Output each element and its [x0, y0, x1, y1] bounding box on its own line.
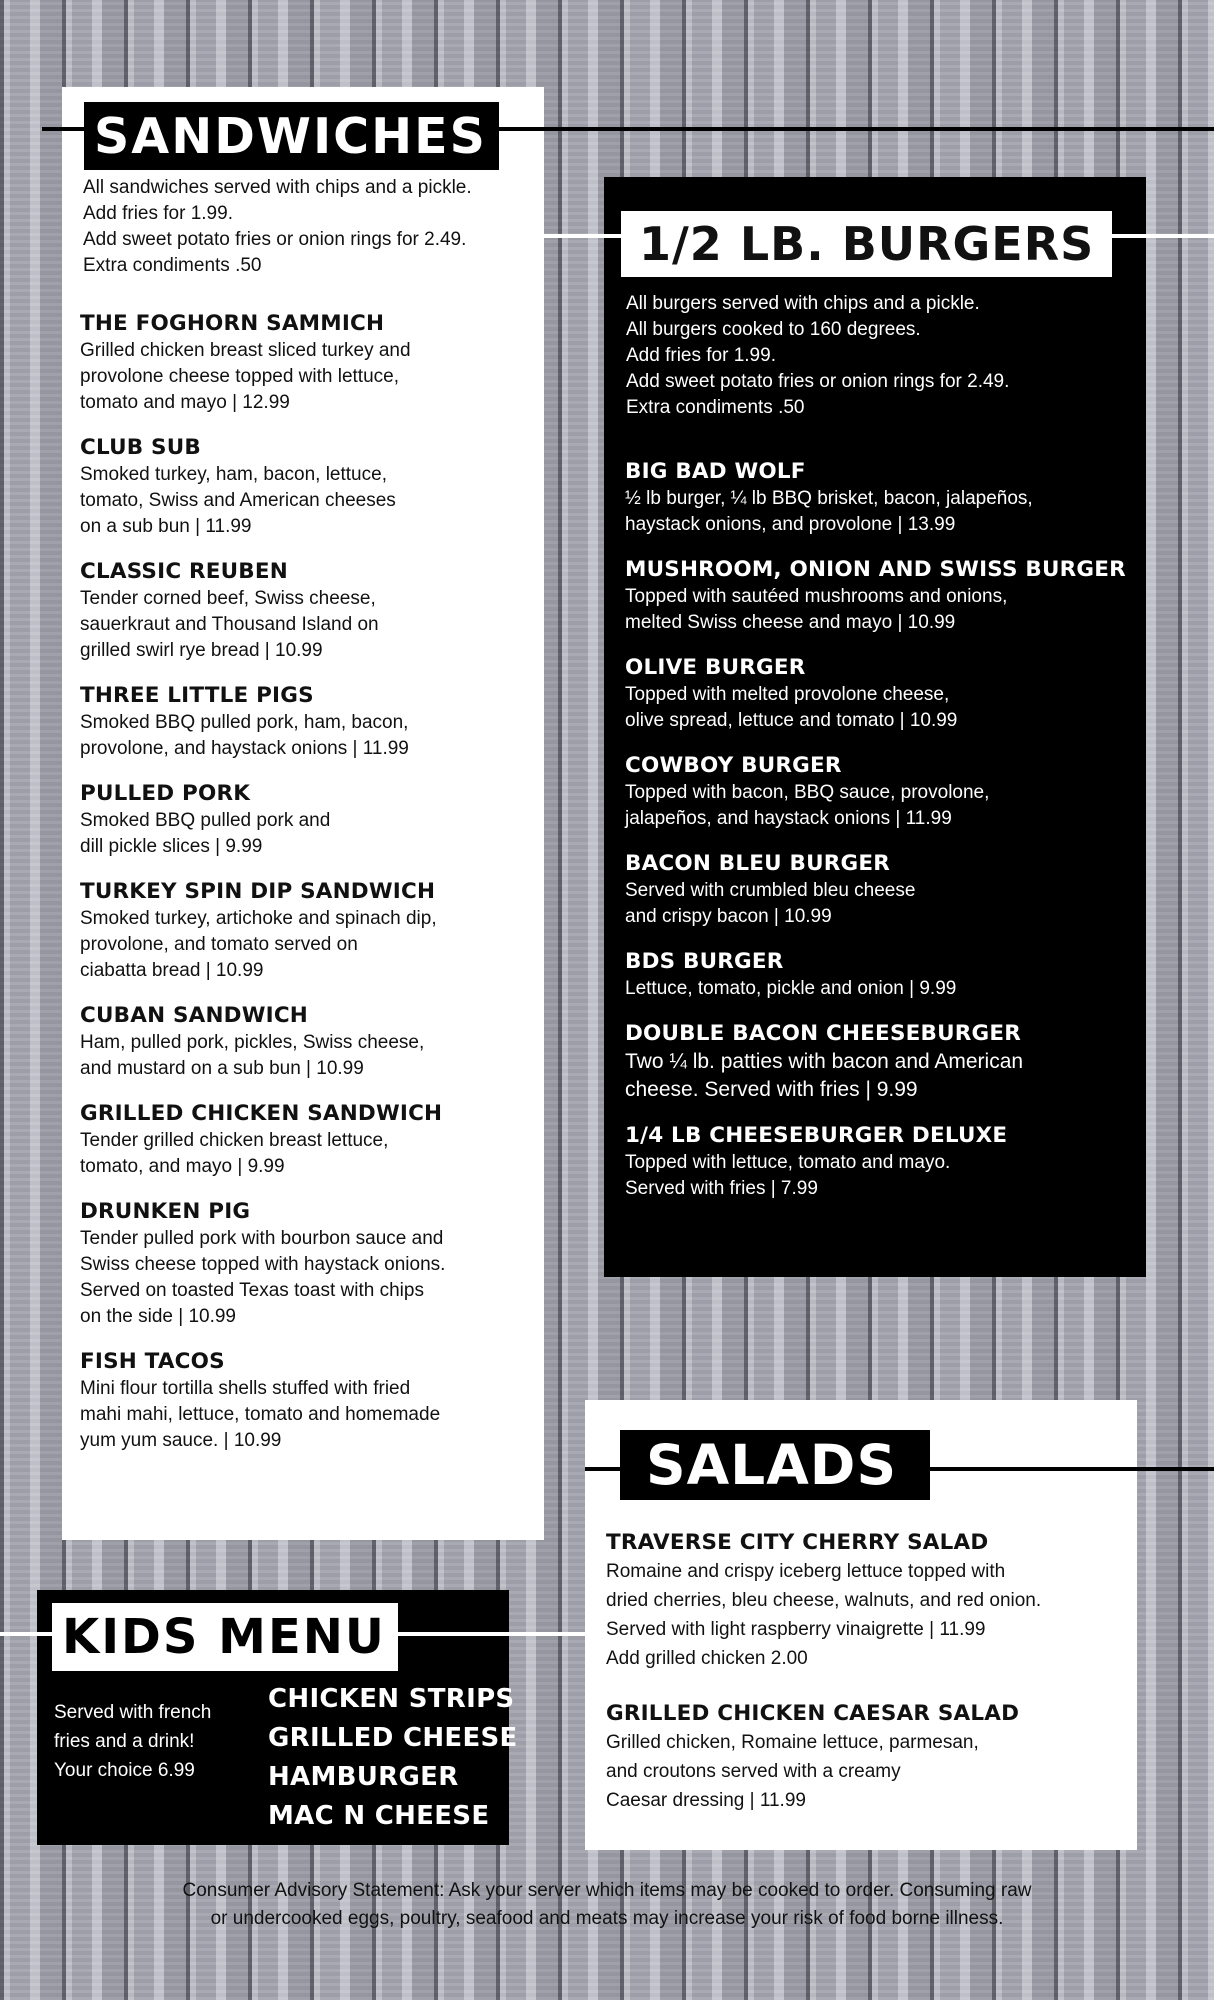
menu-item [625, 751, 1140, 832]
item-name: THREE LITTLE PIGS [80, 683, 314, 708]
menu-item [625, 457, 1140, 538]
kids-intro-line: Your choice 6.99 [54, 1760, 195, 1781]
item-description [80, 1376, 540, 1454]
item-desc-line: Smoked turkey, artichoke and spinach dip, [80, 908, 437, 929]
burgers-intro-line: Add fries for 1.99. [626, 345, 776, 366]
item-desc-line: and croutons served with a creamy [606, 1761, 901, 1782]
item-desc-line: provolone, and haystack onions | 11.99 [80, 738, 409, 759]
menu-item [625, 849, 1140, 930]
menu-item [80, 1099, 540, 1180]
item-description [606, 1728, 1131, 1815]
burgers-intro-line: Extra condiments .50 [626, 397, 805, 418]
item-desc-line: Ham, pulled pork, pickles, Swiss cheese, [80, 1032, 425, 1053]
menu-item [80, 433, 540, 540]
item-desc-line: Grilled chicken breast sliced turkey and [80, 340, 411, 361]
item-description [625, 682, 1140, 734]
sandwiches-title: SANDWICHES [84, 102, 499, 170]
item-description [625, 486, 1140, 538]
item-description [80, 808, 540, 860]
burgers-panel [604, 177, 1146, 1277]
item-name: DOUBLE BACON CHEESEBURGER [625, 1021, 1022, 1046]
item-description [625, 1150, 1140, 1202]
item-desc-line: haystack onions, and provolone | 13.99 [625, 514, 956, 535]
item-description [80, 586, 540, 664]
item-desc-line: Topped with lettuce, tomato and mayo. [625, 1152, 951, 1173]
item-desc-line: Served on toasted Texas toast with chips [80, 1280, 424, 1301]
item-name: BDS BURGER [625, 949, 784, 974]
item-desc-line: Smoked BBQ pulled pork and [80, 810, 331, 831]
menu-item [80, 1197, 540, 1330]
burgers-intro-line: All burgers served with chips and a pickle. [626, 293, 980, 314]
item-desc-line: melted Swiss cheese and mayo | 10.99 [625, 612, 956, 633]
item-name: CUBAN SANDWICH [80, 1003, 308, 1028]
item-name: MUSHROOM, ONION AND SWISS BURGER [625, 557, 1126, 582]
kids-item: GRILLED CHEESE [268, 1723, 518, 1753]
menu-item [80, 1001, 540, 1082]
menu-item [80, 779, 540, 860]
item-name: FISH TACOS [80, 1349, 225, 1374]
menu-item [80, 309, 540, 416]
item-name: COWBOY BURGER [625, 753, 842, 778]
sandwiches-panel [62, 87, 544, 1540]
item-desc-line: Smoked BBQ pulled pork, ham, bacon, [80, 712, 409, 733]
item-desc-line: dill pickle slices | 9.99 [80, 836, 263, 857]
sandwiches-item-list [80, 309, 540, 1471]
burgers-intro-line: All burgers cooked to 160 degrees. [626, 319, 921, 340]
item-desc-line: Topped with bacon, BBQ sauce, provolone, [625, 782, 990, 803]
item-description [80, 338, 540, 416]
item-description [625, 1048, 1140, 1104]
menu-item [80, 877, 540, 984]
item-desc-line: tomato, and mayo | 9.99 [80, 1156, 285, 1177]
menu-item [80, 557, 540, 664]
item-description [625, 780, 1140, 832]
item-desc-line: on a sub bun | 11.99 [80, 516, 252, 537]
menu-item [625, 555, 1140, 636]
item-desc-line: olive spread, lettuce and tomato | 10.99 [625, 710, 958, 731]
item-description [80, 1128, 540, 1180]
item-desc-line: Served with light raspberry vinaigrette | 11.99 [606, 1619, 986, 1640]
item-desc-line: Tender grilled chicken breast lettuce, [80, 1130, 389, 1151]
menu-item [625, 947, 1140, 1002]
item-desc-line: Mini flour tortilla shells stuffed with fried [80, 1378, 411, 1399]
item-desc-line: Lettuce, tomato, pickle and onion | 9.99 [625, 978, 957, 999]
item-desc-line: Grilled chicken, Romaine lettuce, parmesan, [606, 1732, 979, 1753]
item-name: THE FOGHORN SAMMICH [80, 311, 385, 336]
item-desc-line: Tender pulled pork with bourbon sauce and [80, 1228, 444, 1249]
item-desc-line: Romaine and crispy iceberg lettuce topped with [606, 1561, 1006, 1582]
sandwiches-intro [83, 175, 543, 279]
advisory-line: Consumer Advisory Statement: Ask your server which items may be cooked to order. Consuming raw [182, 1880, 1032, 1901]
menu-item [80, 1347, 540, 1454]
item-desc-line: sauerkraut and Thousand Island on [80, 614, 379, 635]
item-desc-line: Served with crumbled bleu cheese [625, 880, 916, 901]
kids-menu-title: KIDS MENU [52, 1603, 398, 1671]
salads-item-list [606, 1528, 1131, 1832]
item-desc-line: jalapeños, and haystack onions | 11.99 [625, 808, 952, 829]
consumer-advisory [0, 1877, 1214, 1933]
item-description [625, 976, 1140, 1002]
burgers-intro-line: Add sweet potato fries or onion rings for 2.49. [626, 371, 1010, 392]
item-name: TRAVERSE CITY CHERRY SALAD [606, 1530, 989, 1555]
item-desc-line: on the side | 10.99 [80, 1306, 236, 1327]
menu-item [606, 1699, 1131, 1815]
item-desc-line: Served with fries | 7.99 [625, 1178, 818, 1199]
item-name: GRILLED CHICKEN CAESAR SALAD [606, 1701, 1020, 1726]
item-desc-line: provolone, and tomato served on [80, 934, 358, 955]
burgers-item-list [625, 457, 1140, 1219]
item-desc-line: Add grilled chicken 2.00 [606, 1648, 808, 1669]
salads-title: SALADS [620, 1430, 930, 1500]
sandwiches-intro-line: Add sweet potato fries or onion rings for 2.49. [83, 229, 467, 250]
sandwiches-intro-line: All sandwiches served with chips and a pickle. [83, 177, 472, 198]
item-desc-line: mahi mahi, lettuce, tomato and homemade [80, 1404, 441, 1425]
sandwiches-intro-line: Extra condiments .50 [83, 255, 262, 276]
kids-item: CHICKEN STRIPS [268, 1684, 515, 1714]
item-desc-line: Topped with melted provolone cheese, [625, 684, 950, 705]
kids-item: MAC N CHEESE [268, 1801, 490, 1831]
item-name: 1/4 LB CHEESEBURGER DELUXE [625, 1123, 1008, 1148]
item-desc-line: ciabatta bread | 10.99 [80, 960, 264, 981]
item-description [80, 906, 540, 984]
item-description [80, 710, 540, 762]
burgers-intro [626, 291, 1136, 421]
advisory-line: or undercooked eggs, poultry, seafood and meats may increase your risk of food borne illness. [210, 1908, 1004, 1929]
burgers-title: 1/2 LB. BURGERS [621, 211, 1112, 277]
item-name: BIG BAD WOLF [625, 459, 806, 484]
menu-item [80, 681, 540, 762]
item-desc-line: provolone cheese topped with lettuce, [80, 366, 399, 387]
kids-intro-line: Served with french [54, 1702, 212, 1723]
item-name: CLUB SUB [80, 435, 201, 460]
item-description [80, 1226, 540, 1330]
item-desc-line: and mustard on a sub bun | 10.99 [80, 1058, 364, 1079]
item-description [625, 584, 1140, 636]
item-desc-line: Tender corned beef, Swiss cheese, [80, 588, 376, 609]
item-desc-line: Swiss cheese topped with haystack onions. [80, 1254, 446, 1275]
item-name: DRUNKEN PIG [80, 1199, 251, 1224]
item-desc-line: tomato, Swiss and American cheeses [80, 490, 396, 511]
menu-item [625, 1121, 1140, 1202]
item-desc-line: Two ¼ lb. patties with bacon and American [625, 1050, 1024, 1073]
item-name: PULLED PORK [80, 781, 251, 806]
item-description [625, 878, 1140, 930]
item-desc-line: cheese. Served with fries | 9.99 [625, 1078, 918, 1101]
item-desc-line: tomato and mayo | 12.99 [80, 392, 290, 413]
item-description [80, 462, 540, 540]
kids-item: HAMBURGER [268, 1762, 459, 1792]
item-description [80, 1030, 540, 1082]
kids-intro-line: fries and a drink! [54, 1731, 195, 1752]
item-desc-line: Topped with sautéed mushrooms and onions, [625, 586, 1008, 607]
item-desc-line: Caesar dressing | 11.99 [606, 1790, 806, 1811]
item-name: BACON BLEU BURGER [625, 851, 890, 876]
item-name: TURKEY SPIN DIP SANDWICH [80, 879, 436, 904]
menu-item [625, 653, 1140, 734]
kids-item-list [268, 1680, 518, 1836]
item-description [606, 1557, 1131, 1673]
menu-item [625, 1019, 1140, 1104]
menu-item [606, 1528, 1131, 1673]
item-desc-line: grilled swirl rye bread | 10.99 [80, 640, 323, 661]
item-name: GRILLED CHICKEN SANDWICH [80, 1101, 443, 1126]
item-desc-line: yum yum sauce. | 10.99 [80, 1430, 282, 1451]
kids-intro [54, 1698, 254, 1785]
item-desc-line: dried cherries, bleu cheese, walnuts, and red onion. [606, 1590, 1042, 1611]
item-desc-line: and crispy bacon | 10.99 [625, 906, 832, 927]
sandwiches-intro-line: Add fries for 1.99. [83, 203, 233, 224]
item-name: CLASSIC REUBEN [80, 559, 288, 584]
item-desc-line: ½ lb burger, ¼ lb BBQ brisket, bacon, jalapeños, [625, 488, 1033, 509]
item-name: OLIVE BURGER [625, 655, 806, 680]
item-desc-line: Smoked turkey, ham, bacon, lettuce, [80, 464, 387, 485]
